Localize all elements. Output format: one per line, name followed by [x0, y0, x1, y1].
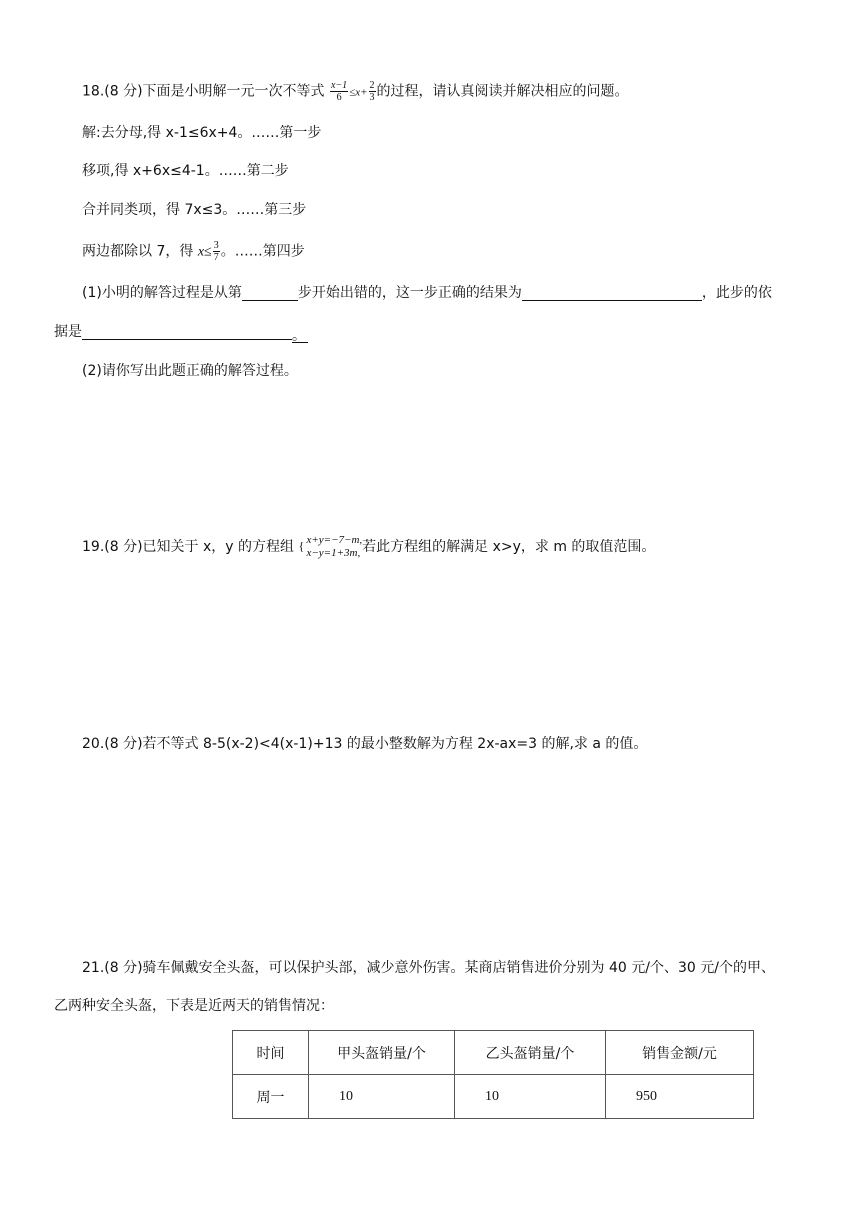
q20-text: 20.(8 分)若不等式 8-5(x-2)<4(x-1)+13 的最小整数解为方程 2x-ax=3 的解,求 a 的值。 [82, 736, 648, 752]
q18-part1-a: (1)小明的解答过程是从第 [82, 285, 242, 301]
table-cell: 周一 [233, 1075, 309, 1119]
q18-frac-num-left: x−1 [331, 80, 348, 91]
q18-step4-prefix: 两边都除以 7，得 [82, 243, 194, 260]
q18-fraction-right [369, 80, 376, 103]
table-header-cell: 时间 [233, 1031, 309, 1075]
q21-line2: 乙两种安全头盔，下表是近两天的销售情况： [54, 998, 334, 1014]
q18-step4-frac-den: 7 [213, 252, 219, 263]
q18-step4-suffix: 。……第四步 [220, 243, 305, 260]
q18-part1-e: 。 [292, 328, 306, 344]
q18-step4-frac-num: 3 [213, 240, 219, 251]
table-header-cell: 甲头盔销量/个 [309, 1031, 455, 1075]
q18-step4-fraction [213, 240, 220, 263]
q18-frac-den-left: 6 [336, 92, 342, 103]
table-cell: 950 [606, 1075, 754, 1119]
q19-eq2: x−y=1+3m, [306, 547, 361, 559]
q18-frac-den-right: 3 [369, 92, 375, 103]
q18-part1-c: ，此步的依 [701, 285, 772, 301]
table-cell: 10 [309, 1075, 455, 1119]
q18-prefix: 18.(8 分)下面是小明解一元一次不等式 [82, 83, 325, 100]
q19-brace: { [298, 539, 305, 553]
q18-answer-blank-step[interactable] [242, 284, 298, 301]
table-row [233, 1075, 754, 1119]
q18-suffix: 的过程，请认真阅读并解决相应的问题。 [376, 83, 629, 100]
q18-step2: 移项,得 x+6x≤4-1。……第二步 [82, 163, 289, 179]
q18-part1-line2 [54, 322, 308, 343]
q18-step4-x: x [197, 244, 205, 260]
q21-line1: 21.(8 分)骑车佩戴安全头盔，可以保护头部，减少意外伤害。某商店销售进价分别为 40 元/个、30 元/个的甲、 [82, 960, 775, 976]
q18-step4 [82, 240, 305, 263]
table-header-cell: 销售金额/元 [606, 1031, 754, 1075]
q19-suffix: 若此方程组的解满足 x>y，求 m 的取值范围。 [362, 539, 656, 555]
q18-part1-d: 据是 [54, 324, 82, 340]
q18-ineq-mid: ≤x+ [349, 86, 368, 99]
q18-part2: (2)请你写出此题正确的解答过程。 [82, 363, 298, 379]
q18-answer-blank-basis[interactable] [82, 323, 292, 340]
q18-part1-b: 步开始出错的，这一步正确的结果为 [297, 285, 522, 301]
table-cell: 10 [455, 1075, 606, 1119]
q18-step3: 合并同类项，得 7x≤3。……第三步 [82, 202, 307, 218]
q18-step1: 解:去分母,得 x-1≤6x+4。……第一步 [82, 125, 322, 141]
q18-part1-line1 [82, 283, 772, 303]
q19-line [82, 534, 655, 560]
q18-step4-le: ≤ [204, 244, 212, 260]
q18-answer-blank-result[interactable] [522, 284, 702, 301]
q18-fraction-left [330, 80, 348, 103]
q18-frac-num-right: 2 [369, 80, 375, 91]
q19-eq1: x+y=−7−m, [306, 534, 363, 546]
q19-equation-system [298, 534, 362, 560]
table-header-cell: 乙头盔销量/个 [455, 1031, 606, 1075]
q18-line [82, 80, 629, 103]
q19-prefix: 19.(8 分)已知关于 x，y 的方程组 [82, 539, 295, 555]
table-header-row [233, 1031, 754, 1075]
sales-table [232, 1030, 754, 1119]
